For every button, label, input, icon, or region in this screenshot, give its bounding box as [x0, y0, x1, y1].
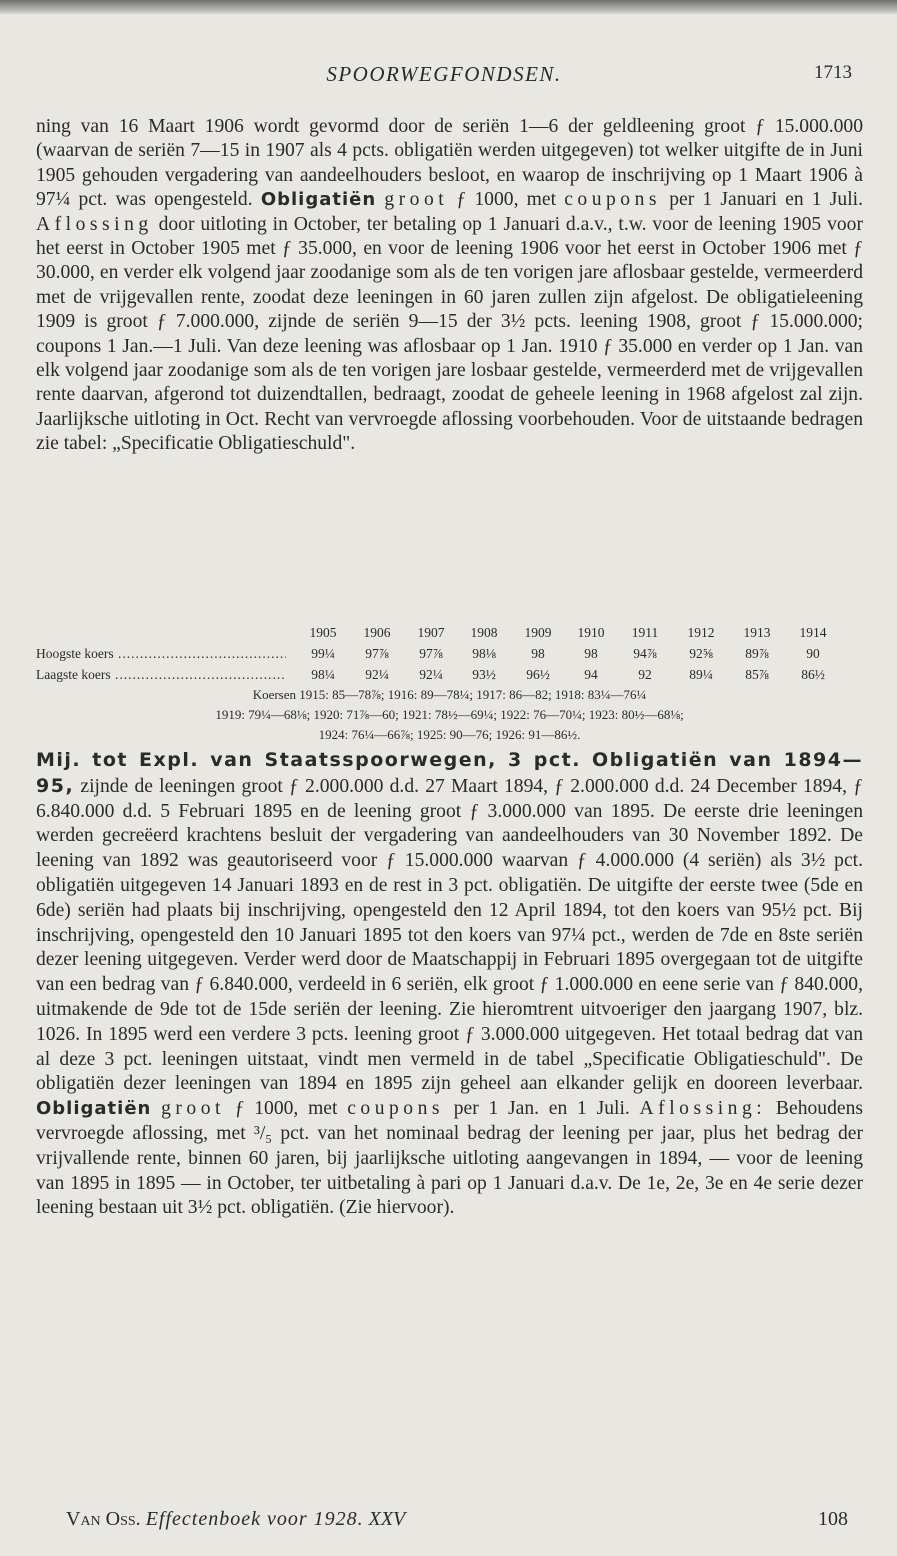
- aflossing-label: Aflossing:: [639, 1098, 767, 1120]
- course-line: Koersen 1915: 85—78⅞; 1916: 89—78¼; 1917: 86—82; 1918: 83¼—76¼: [252, 687, 647, 702]
- text-run: per 1 Jan. en 1 Juli.: [444, 1098, 640, 1120]
- book-title: Effectenboek voor 1928.: [145, 1508, 364, 1530]
- table-cell: 92¼: [419, 667, 443, 682]
- table-cell: 89¼: [689, 667, 713, 682]
- publisher-name: Van Oss.: [66, 1508, 141, 1530]
- table-header-row: [36, 622, 863, 643]
- table-cell: 97⅞: [365, 646, 389, 661]
- table-cell: 94⅞: [633, 646, 657, 661]
- text-run: ƒ 1000, met: [224, 1098, 348, 1120]
- paragraph: [36, 115, 863, 457]
- year-cell: 1912: [687, 625, 715, 640]
- text-run: door uitloting in October, ter betaling op 1 Januari d.a.v., t.w. voor de leening 1905 voor het eerst in October 1905 met ƒ 35.000, en voor de leening 1906 voor het eerst in October 1906 met ƒ 30.000, en verder elk volgend jaar zoodanige som als de ten vorigen jare aflosbaar gestelde, vermeerderd met de vrijgevallen rente, zoodat deze leeningen in 60 jaren zullen zijn afgelost. De obligatieleening 1909 is groot ƒ 7.000.000, zijnde de seriën 9—15 der 3½ pcts. leening 1908, groot ƒ 15.000.000; coupons 1 Jan.—1 Juli. Van deze leening was aflosbaar op 1 Jan. 1910 ƒ 35.000 en verder op 1 Jan. van elk volgend jaar zoodanige som als de ten vorigen jare losbaar gestelde, vermeerderd met de vrijgevallen rente daarvan, afgerond tot duizendtallen, bedraagt, zoodat de geheele leening in 1968 afgelost zal zijn. Jaarlijksche uitloting in Oct. Recht van vervroegde aflossing voorbehouden. Voor de uitstaande bedragen zie tabel: „Specificatie Obligatieschuld".: [36, 213, 863, 455]
- year-cell: 1906: [363, 625, 391, 640]
- table-cell: 99¼: [311, 646, 335, 661]
- footer-citation: [66, 1508, 405, 1531]
- year-cell: 1911: [631, 625, 659, 640]
- table-cell: 98: [531, 646, 545, 661]
- text-run: ƒ 1000, met: [448, 189, 565, 211]
- text-run: zijnde de leeningen groot ƒ 2.000.000 d.d. 27 Maart 1894, ƒ 2.000.000 d.d. 24 December 1894, ƒ 6.840.000 d.d. 5 Februari 1895 en de leening groot ƒ 3.000.000 van 1895. De eerste drie leeningen werden gecreëerd krachtens besluit der vergadering van aandeelhouders van 30 November 1892. De leening van 1892 was geautoriseerd voor ƒ 15.000.000 waarvan ƒ 4.000.000 (4 seriën) als 3½ pct. obligatiën uitgegeven 14 Januari 1893 en de rest in 3 pct. obligatiën. De uitgifte der eerste twee (5de en 6de) seriën had plaats bij inschrijving, opengesteld den 12 April 1894, tot den koers van 95½ pct. Bij inschrijving, opengesteld den 10 Januari 1895 tot den koers van 97¼ pct., werden de 7de en 8ste seriën dezer leening uitgegeven. Verder werd door de Maatschappij in Februari 1895 overgegaan tot de uitgifte van een bedrag van ƒ 6.840.000, verdeeld in 6 seriën, elk groot ƒ 1.000.000 en eene serie van ƒ 840.000, uitmakende de 9de tot de 15de seriën der leening. Zie hieromtrent uitvoeriger den jaargang 1907, blz. 1026. In 1895 werd een verdere 3 pcts. leening groot ƒ 3.000.000 uitgegeven. Het totaal bedrag dat van al deze 3 pct. leeningen uitstaat, vindt men vermeld in de tabel „Specificatie Obligatieschuld". De obligatiën dezer leeningen van 1894 en 1895 zijn geheel aan elkander gelijk en dooreen leverbaar.: [36, 775, 863, 1095]
- text-run: ning van 16 Maart 1906 wordt gevormd door de seriën 1—6 der geldleening groot ƒ 15.000.000 (waarvan de seriën 7—15 in 1907 als 4 pcts. obligatiën werden uitgegeven) tot welker uitgifte de in Juni 1905 gehouden vergadering van aandeelhouders besloot, en waarop de inschrijving op 1 Maart 1906 à 97¼ pct. was opengesteld.: [36, 116, 863, 211]
- row-label-high: Hoogste koers .....: [36, 643, 286, 664]
- year-cell: 1909: [524, 625, 552, 640]
- table-cell: 98: [584, 646, 598, 661]
- section-heading: Mij. tot Expl. van Staatsspoorwegen, 3 pct. Obligatiën van 1894—95,: [36, 749, 863, 797]
- section-staatsspoorwegen: [36, 748, 863, 1221]
- text-run: Behoudens vervroegde aflossing, met ³/₅ pct. van het nominaal bedrag der leening per jaar, plus het bedrag der vrijvallende rente, binnen 60 jaren, bij jaarlijksche uitloting aangevangen in 1894, — voor de leening van 1895 in 1895 — in October, ter uitbetaling à pari op 1 Januari d.a.v. De 1e, 2e, 3e en 4e serie dezer leening bestaan uit 3½ pct. obligatiën. (Zie hiervoor).: [36, 1098, 863, 1219]
- price-table: [36, 622, 863, 745]
- course-line: 1919: 79¼—68⅛; 1920: 71⅞—60; 1921: 78½—69¼; 1922: 76—70¼; 1923: 80½—68⅛;: [215, 707, 684, 722]
- year-cell: 1905: [309, 625, 337, 640]
- table-cell: 85⅞: [745, 667, 769, 682]
- coupons-label: coupons: [347, 1098, 445, 1120]
- section-continuation: [36, 115, 863, 457]
- obligatien-label: Obligatiën: [36, 1098, 152, 1120]
- table-cell: 94: [584, 667, 598, 682]
- table-cell: 92⅝: [689, 646, 713, 661]
- volume-number: XXV: [368, 1508, 406, 1530]
- running-title: SPOORWEGFONDSEN.: [326, 62, 562, 86]
- coupons-label: coupons: [564, 189, 662, 211]
- table-cell: 90: [806, 646, 820, 661]
- table-row-high: [36, 643, 863, 664]
- aflossing-label: Aflossing: [36, 213, 153, 235]
- sheet-number: 108: [818, 1508, 848, 1530]
- course-line: 1924: 76¼—66⅞; 1925: 90—76; 1926: 91—86½.: [318, 727, 581, 742]
- table-cell: 96½: [526, 667, 550, 682]
- page-header: [36, 62, 852, 92]
- table-cell: 93½: [472, 667, 496, 682]
- year-cell: 1913: [743, 625, 771, 640]
- text-run: per 1 Januari en 1 Juli.: [661, 189, 863, 211]
- table-cell: 97⅞: [419, 646, 443, 661]
- year-cell: 1914: [799, 625, 827, 640]
- year-cell: 1907: [417, 625, 445, 640]
- year-cell: 1910: [577, 625, 605, 640]
- row-label-low: Laagste koers .....: [36, 664, 286, 685]
- table-cell: 98¼: [311, 667, 335, 682]
- table-cell: 92¼: [365, 667, 389, 682]
- paragraph: [36, 748, 863, 1221]
- table-row-low: [36, 664, 863, 685]
- year-cell: 1908: [470, 625, 498, 640]
- course-history: [36, 685, 863, 745]
- page-footer: [36, 1508, 848, 1536]
- groot-label: groot: [161, 1098, 225, 1120]
- page-number: 1713: [814, 62, 852, 83]
- table-cell: 98⅛: [472, 646, 496, 661]
- table-cell: 89⅞: [745, 646, 769, 661]
- table-cell: 92: [638, 667, 652, 682]
- scan-top-edge: [0, 0, 897, 14]
- obligatien-label: Obligatiën: [260, 189, 377, 211]
- groot-label: groot: [384, 189, 449, 211]
- table-cell: 86½: [801, 667, 825, 682]
